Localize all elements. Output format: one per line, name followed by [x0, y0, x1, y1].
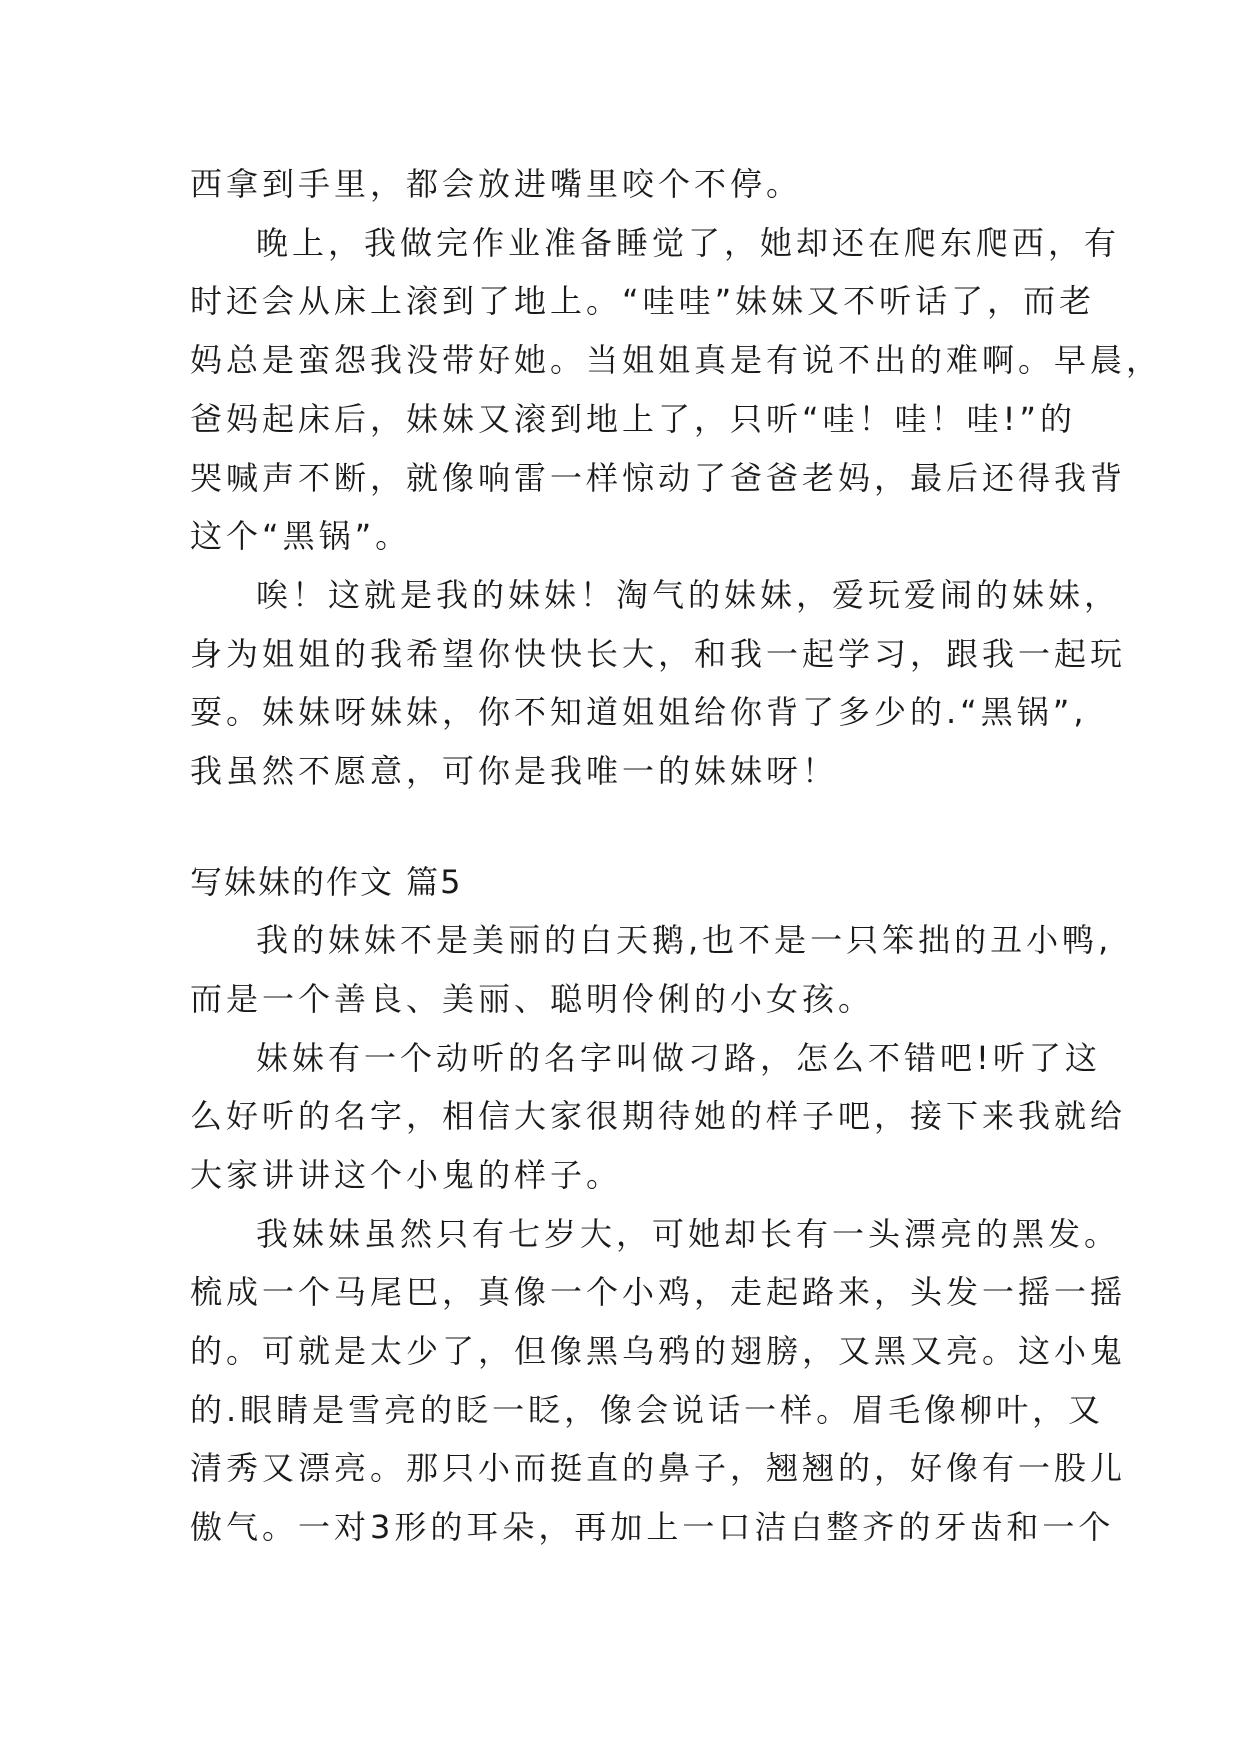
text-line: 妈总是蛮怨我没带好她。当姐姐真是有说不出的难啊。早晨，: [190, 341, 1163, 379]
text-line: 我虽然不愿意，可你是我唯一的妹妹呀！: [190, 752, 839, 790]
text-line: 西拿到手里，都会放进嘴里咬个不停。: [190, 165, 803, 203]
text-line: 么好听的名字，相信大家很期待她的样子吧，接下来我就给: [190, 1097, 1127, 1135]
text-line: 哭喊声不断，就像响雷一样惊动了爸爸老妈，最后还得我背: [190, 459, 1127, 497]
text-line: 的。可就是太少了，但像黑乌鸦的翅膀，又黑又亮。这小鬼: [190, 1332, 1127, 1370]
text-line: 身为姐姐的我希望你快快长大，和我一起学习，跟我一起玩: [190, 635, 1127, 673]
text-line: 爸妈起床后，妹妹又滚到地上了，只听“哇！哇！哇!”的: [190, 400, 1076, 438]
section-heading: 写妹妹的作文 篇5: [190, 863, 463, 901]
text-line: 傲气。一对3形的耳朵，再加上一口洁白整齐的牙齿和一个: [190, 1508, 1115, 1546]
text-line: 而是一个善良、美丽、聪明伶俐的小女孩。: [190, 980, 875, 1018]
text-line: 这个“黑锅”。: [190, 517, 412, 555]
text-line: 梳成一个马尾巴，真像一个小鸡，走起路来，头发一摇一摇: [190, 1273, 1127, 1311]
text-line: 大家讲讲这个小鬼的样子。: [190, 1156, 623, 1194]
text-line: 耍。妹妹呀妹妹，你不知道姐姐给你背了多少的.“黑锅”,: [190, 693, 1088, 731]
text-line: 的.眼睛是雪亮的眨一眨，像会说话一样。眉毛像柳叶，又: [190, 1391, 1105, 1429]
text-line: 清秀又漂亮。那只小而挺直的鼻子，翘翘的，好像有一股儿: [190, 1449, 1127, 1487]
paragraph-start-line: 妹妹有一个动听的名字叫做刁路，怎么不错吧!听了这: [256, 1039, 1101, 1077]
paragraph-start-line: 晚上，我做完作业准备睡觉了，她却还在爬东爬西，有: [256, 224, 1121, 262]
paragraph-start-line: 唉！这就是我的妹妹！淘气的妹妹，爱玩爱闹的妹妹，: [256, 576, 1121, 614]
paragraph-start-line: 我的妹妹不是美丽的白天鹅,也不是一只笨拙的丑小鸭,: [256, 921, 1113, 959]
text-line: 时还会从床上滚到了地上。“哇哇”妹妹又不听话了，而老: [190, 282, 1096, 320]
paragraph-start-line: 我妹妹虽然只有七岁大，可她却长有一头漂亮的黑发。: [256, 1215, 1121, 1253]
